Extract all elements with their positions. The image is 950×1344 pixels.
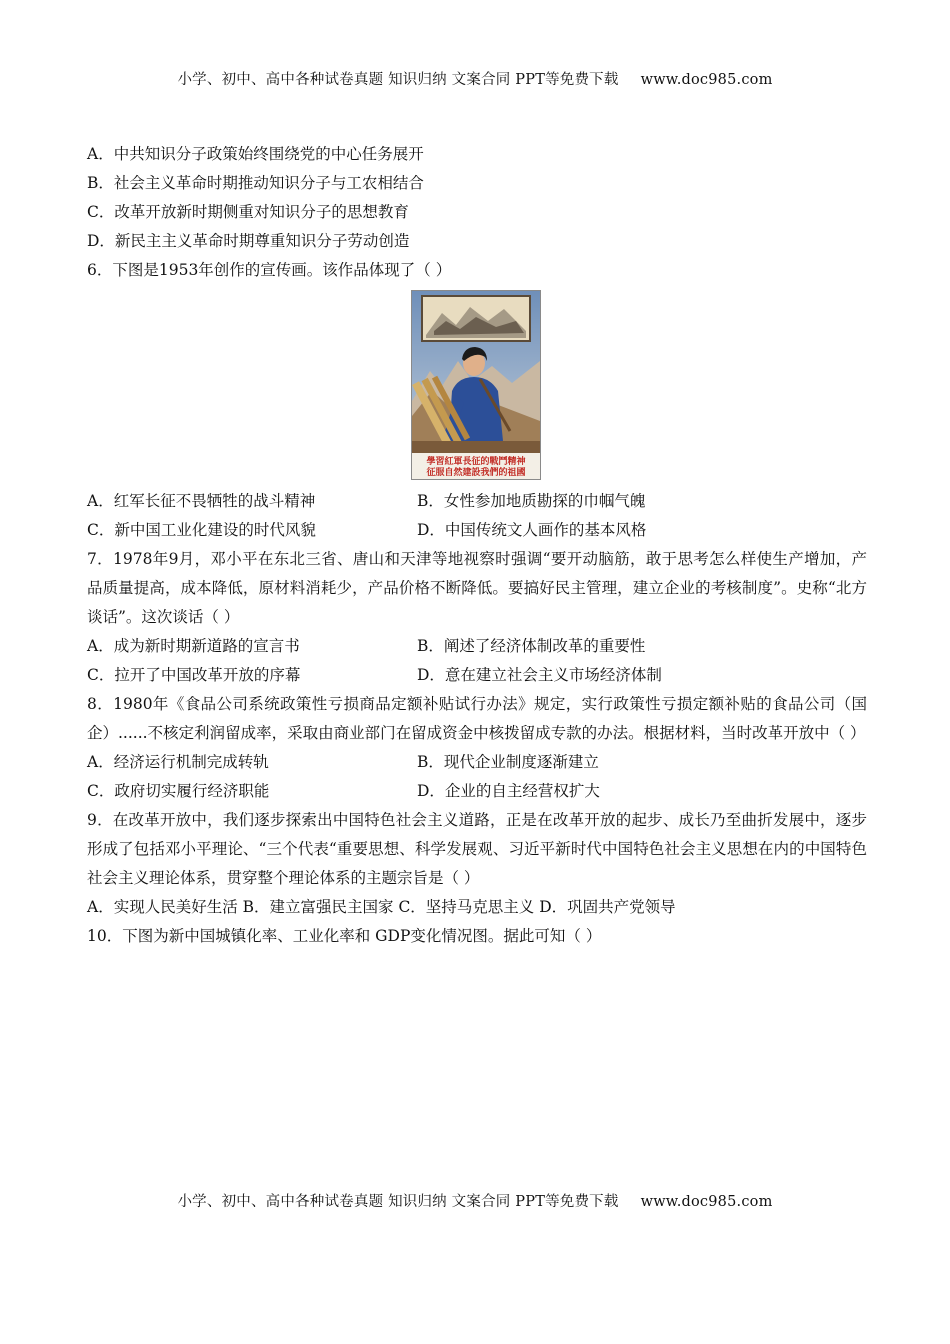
q8-option-c: C．政府切实履行经济职能 bbox=[87, 782, 270, 800]
q8-options-row-2 bbox=[87, 777, 867, 806]
q6-option-a: A．红军长征不畏牺牲的战斗精神 bbox=[87, 492, 316, 510]
propaganda-poster-image bbox=[411, 290, 541, 480]
q8-options-row-1 bbox=[87, 748, 867, 777]
q7-option-a: A．成为新时期新道路的宣言书 bbox=[87, 637, 300, 655]
q5-option-d: D．新民主主义革命时期尊重知识分子劳动创造 bbox=[87, 232, 410, 250]
q9-options: A．实现人民美好生活 B．建立富强民主国家 C．坚持马克思主义 D．巩固共产党领导 bbox=[87, 898, 676, 916]
q7-option-c: C．拉开了中国改革开放的序幕 bbox=[87, 666, 301, 684]
q6-options-row-1 bbox=[87, 487, 867, 516]
q6-option-b: B．女性参加地质勘探的巾帼气魄 bbox=[417, 492, 646, 510]
q7-stem: 7．1978年9月，邓小平在东北三省、唐山和天津等地视察时强调“要开动脑筋，敢于思考怎么样使生产增加，产品质量提高，成本降低，原材料消耗少，产品价格不断降低。要搞好民主管理，建立企业的考核制度”。史称“北方谈话”。这次谈话（ ） bbox=[87, 550, 867, 626]
q10-stem: 10．下图为新中国城镇化率、工业化率和 GDP变化情况图。据此可知（ ） bbox=[87, 927, 602, 945]
q6-stem: 6．下图是1953年创作的宣传画。该作品体现了（ ） bbox=[87, 261, 452, 279]
q5-option-b: B．社会主义革命时期推动知识分子与工农相结合 bbox=[87, 174, 424, 192]
exam-content bbox=[87, 140, 867, 951]
q9-stem: 9．在改革开放中，我们逐步探索出中国特色社会主义道路，正是在改革开放的起步、成长乃至曲折发展中，逐步形成了包括邓小平理论、“三个代表“重要思想、科学发展观、习近平新时代中国特色社会主义思想在内的中国特色社会主义理论体系，贯穿整个理论体系的主题宗旨是（ ） bbox=[87, 811, 867, 887]
q6-option-d: D．中国传统文人画作的基本风格 bbox=[417, 521, 647, 539]
page-header bbox=[0, 68, 950, 89]
header-text: 小学、初中、高中各种试卷真题 知识归纳 文案合同 PPT等免费下载 bbox=[177, 72, 619, 88]
footer-text: 小学、初中、高中各种试卷真题 知识归纳 文案合同 PPT等免费下载 bbox=[177, 1194, 619, 1210]
q8-option-b: B．现代企业制度逐渐建立 bbox=[417, 753, 599, 771]
q6-options-row-2 bbox=[87, 516, 867, 545]
header-url: www.doc985.com bbox=[640, 72, 773, 88]
q6-option-c: C．新中国工业化建设的时代风貌 bbox=[87, 521, 316, 539]
poster-illustration bbox=[412, 291, 540, 479]
q7-option-b: B．阐述了经济体制改革的重要性 bbox=[417, 637, 646, 655]
q8-option-d: D．企业的自主经营权扩大 bbox=[417, 782, 600, 800]
q7-options-row-1 bbox=[87, 632, 867, 661]
poster-caption-line-1: 學習紅軍長征的戰鬥精神 bbox=[426, 457, 526, 467]
q5-option-a: A．中共知识分子政策始终围绕党的中心任务展开 bbox=[87, 145, 424, 163]
q5-option-c: C．改革开放新时期侧重对知识分子的思想教育 bbox=[87, 203, 409, 221]
footer-url: www.doc985.com bbox=[640, 1194, 773, 1210]
poster-caption-line-2: 征服自然建設我們的祖國 bbox=[426, 468, 526, 478]
page-footer bbox=[0, 1190, 950, 1211]
q8-stem: 8．1980年《食品公司系统政策性亏损商品定额补贴试行办法》规定，实行政策性亏损定额补贴的食品公司（国企）......不核定利润留成率，采取由商业部门在留成资金中核拨留成专款的办法。根据材料，当时改革开放中（ ） bbox=[87, 695, 867, 742]
q7-options-row-2 bbox=[87, 661, 867, 690]
q7-option-d: D．意在建立社会主义市场经济体制 bbox=[417, 666, 662, 684]
q8-option-a: A．经济运行机制完成转轨 bbox=[87, 753, 269, 771]
